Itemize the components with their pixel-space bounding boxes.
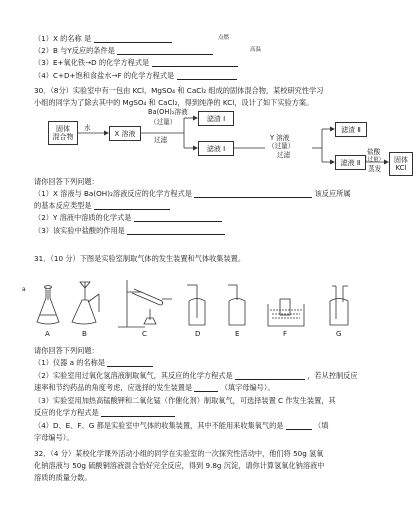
flow-filtrate-1-text: 滤液 Ⅰ bbox=[206, 144, 226, 153]
flow-product-line1: 固体 bbox=[394, 156, 408, 164]
q30-intro-1: 30．（8分）实验室中有一包由 KCl、MgSO₄ 和 CaCl₂ 组成的固体混合物，某校研究性学习 bbox=[34, 86, 324, 95]
q29-note-2: 高温 bbox=[250, 47, 262, 53]
answer-blank[interactable] bbox=[235, 371, 305, 380]
flow-solid-mixture-line1: 固体 bbox=[56, 125, 70, 133]
flow-solid-mixture-line2: 混合物 bbox=[52, 133, 74, 141]
q29-note-1: 点燃 bbox=[218, 35, 230, 41]
apparatus-label-f: F bbox=[283, 330, 288, 338]
flow-label-y-excess: （过量） bbox=[268, 142, 295, 150]
q29-question-4: （4）C+D+饱和食盐水→F 的化学方程式是 bbox=[34, 71, 175, 80]
q31-question-2-tail: ，若从控制反应 bbox=[307, 371, 358, 380]
q32-line-3: 溶质的质量分数。 bbox=[34, 473, 92, 482]
q31-title: 31．（10 分）下图是实验室制取气体的发生装置和气体收集装置。 bbox=[34, 254, 246, 263]
q29-question-1: （1）X 的名称 是 bbox=[34, 34, 92, 43]
answer-blank[interactable] bbox=[101, 408, 175, 417]
flow-label-water: 水 bbox=[84, 124, 91, 132]
apparatus-label-c: C bbox=[142, 330, 147, 338]
flow-label-evaporate: 蒸发 bbox=[368, 165, 382, 173]
apparatus-mark-a: a bbox=[22, 286, 26, 293]
flow-label-hcl-excess: （过量） bbox=[362, 157, 385, 163]
flow-residue-1-text: 滤渣 Ⅰ bbox=[206, 114, 226, 123]
flow-label-hcl: 盐酸 bbox=[367, 148, 381, 156]
q31-part-4 bbox=[34, 421, 328, 430]
q30-question-1-type: 的基本反应类型是 bbox=[34, 201, 92, 210]
answer-blank[interactable] bbox=[194, 383, 218, 392]
q31-question-4: （4）D、E、F、G 都是实验室中气体的收集装置，其中不能用来收集氧气的是 bbox=[34, 421, 284, 430]
q31-part-2b bbox=[34, 383, 275, 392]
q30-question-2: （2）Y 溶液中溶质的化学式是 bbox=[34, 213, 132, 222]
flow-label-baoh2: Ba(OH)₂溶液 bbox=[148, 108, 188, 116]
q30-intro-2: 小组的同学为了除去其中的 MgSO₄ 和 CaCl₂，得到纯净的 KCl，设计了如下实验方案。 bbox=[34, 98, 314, 107]
answer-blank[interactable] bbox=[286, 421, 312, 430]
apparatus-label-a: A bbox=[45, 330, 50, 338]
q30-question-3: （3）该实验中盐酸的作用是 bbox=[34, 226, 125, 235]
q30-question-1-tail: 该反应所属 bbox=[314, 189, 351, 198]
apparatus-label-b: B bbox=[82, 330, 87, 338]
q31-question-4-hint: （填 bbox=[314, 421, 329, 430]
q29-question-2: （2）B 与Y反应的条件是 bbox=[34, 46, 115, 55]
flow-label-filter-1: 过滤 bbox=[154, 136, 168, 144]
q30-question-1: （1）X 溶液与 Ba(OH)₂溶液反应的化学方程式是 bbox=[34, 189, 192, 198]
q31-ask: 请你回答下列问题： bbox=[34, 346, 99, 355]
q31-part-2 bbox=[34, 371, 358, 380]
apparatus-label-e: E bbox=[235, 330, 240, 338]
q32-line-1: 32．（4 分）某校化学课外活动小组的同学在实验室的一次探究性活动中，他们将 50g 氢氧 bbox=[34, 449, 324, 458]
flow-label-baoh2-excess: （过量） bbox=[150, 118, 177, 126]
q31-question-2: （2）实验室用过氧化氢溶液制取氧气，其反应的化学方程式是 bbox=[34, 371, 233, 380]
flow-x-solution-text: X 溶液 bbox=[114, 129, 136, 138]
flow-product-line2: KCl bbox=[395, 164, 407, 172]
flow-label-y-solution: Y 溶液 bbox=[270, 134, 290, 142]
q32-line-2: 化钠溶液与 50g 硫酸铜溶液混合恰好完全反应，得到 9.8g 沉淀，请你计算氢氧化钠溶液中 bbox=[34, 461, 325, 470]
q29-question-3: （3）E+氧化铁→D 的化学方程式是 bbox=[34, 58, 150, 67]
q31-question-2-hint: （填字母编号）。 bbox=[220, 383, 275, 392]
answer-blank[interactable] bbox=[107, 358, 153, 367]
flow-filtrate-2-text: 滤液 Ⅱ bbox=[340, 158, 361, 167]
q31-part-1 bbox=[34, 358, 153, 367]
apparatus-label-d: D bbox=[195, 330, 201, 338]
q31-question-3-cont: 反应的化学方程式是 bbox=[34, 408, 99, 417]
apparatus-label-g: G bbox=[336, 330, 342, 338]
q30-ask: 请你回答下列问题： bbox=[34, 177, 99, 186]
flow-residue-2-text: 滤渣 Ⅱ bbox=[341, 125, 361, 134]
q31-part-4b: 字母编号）。 bbox=[34, 433, 74, 442]
q31-question-1: （1）仪器 a 的名称是 bbox=[34, 358, 106, 367]
q31-question-2-cont: 速率和节约药品的角度考虑，应选择的发生装置是 bbox=[34, 383, 193, 392]
q31-part-3: （3）实验室用加热高锰酸钾和二氧化锰（作催化剂）制取氧气，可选择装置 C 作发生装置，其 bbox=[34, 396, 336, 405]
q31-part-3b bbox=[34, 408, 175, 417]
flow-label-filter-2: 过滤 bbox=[277, 151, 291, 159]
